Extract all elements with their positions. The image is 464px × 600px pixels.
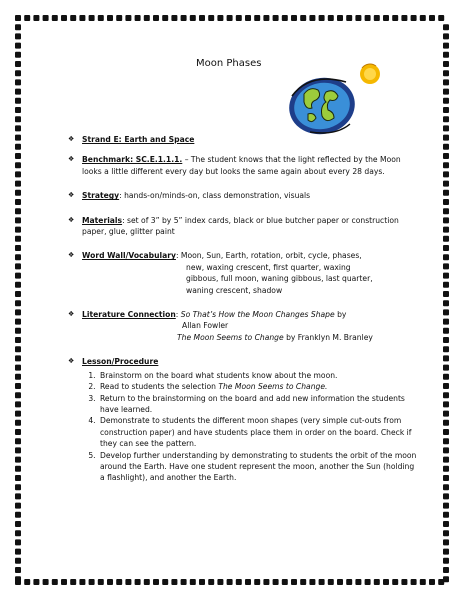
materials-item [68, 215, 420, 238]
literature-item [68, 309, 420, 343]
strategy-item [68, 190, 420, 201]
strategy-text: : hands-on/minds-on, class demonstration, visuals [119, 191, 311, 201]
step2-text: Read to students the selection [100, 382, 219, 392]
strategy-label: Strategy [82, 191, 120, 201]
wordwall-label: Word Wall/Vocabulary [82, 251, 176, 261]
materials-text: : set of 3” by 5” index cards, black or blue butcher paper or construction paper, glue, glitter paint [82, 215, 399, 237]
procedure-step-1: 1. Brainstorm on the board what students know about the moon. [98, 370, 420, 381]
literature-sep: : [175, 310, 181, 320]
diamond-bullet-icon: ❖ [68, 155, 75, 164]
wordwall-line1: : Moon, Sun, Earth, rotation, orbit, cycle, phases, [175, 251, 362, 261]
diamond-bullet-icon: ❖ [68, 310, 75, 319]
benchmark-label: Benchmark: SC.E.1.1.1. [82, 155, 183, 165]
diamond-bullet-icon: ❖ [68, 191, 75, 200]
procedure-step-4: 4. Demonstrate to students the different moon shapes (very simple cut-outs from construction paper) and have students place them in order on the board. Check if they can see the pattern. [98, 415, 420, 449]
book2-line [82, 332, 420, 343]
materials-label: Materials [82, 215, 123, 225]
book1-author: Allan Fowler [182, 321, 229, 331]
diamond-bullet-icon: ❖ [68, 135, 75, 143]
step2-book-title: The Moon Seems to Change. [218, 382, 328, 392]
procedure-step-5: 5. Develop further understanding by demonstrating to students the orbit of the moon around the Earth. Have one student represent the moon, another the Sun (holding a flashlight), and another the Earth. [98, 450, 420, 484]
diamond-bullet-icon: ❖ [68, 215, 75, 224]
book2-title: The Moon Seems to Change [177, 332, 284, 342]
book1-title: So That’s How the Moon Changes Shape [180, 310, 335, 320]
literature-label: Literature Connection [82, 310, 176, 320]
benchmark-item [68, 154, 420, 177]
wordwall-line4: waning crescent, shadow [186, 285, 283, 295]
book2-by: by Franklyn M. Branley [283, 332, 373, 342]
earth-moon-illustration [276, 58, 386, 138]
lesson-label: Lesson/Procedure [82, 357, 159, 367]
wordwall-line2: new, waxing crescent, first quarter, waxing [186, 262, 351, 272]
strand-label: Strand E: Earth and Space [82, 135, 195, 144]
benchmark-text: – The student knows that the light reflected by the Moon looks a little different every day but looks the same again about every 28 days. [82, 155, 401, 176]
procedure-step-3: 3. Return to the brainstorming on the board and add new information the students have learned. [98, 393, 420, 416]
procedure-step-2 [98, 381, 420, 392]
diamond-bullet-icon: ❖ [68, 357, 75, 366]
diamond-bullet-icon: ❖ [68, 251, 75, 260]
lesson-item [68, 356, 420, 483]
page-title: Moon Phases [196, 58, 262, 69]
lesson-plan-body [68, 134, 420, 497]
book1-by: by [334, 310, 347, 320]
wordwall-item [68, 250, 420, 296]
procedure-list [82, 370, 420, 484]
strand-item [68, 134, 420, 145]
wordwall-line3: gibbous, full moon, waning gibbous, last quarter, [186, 274, 373, 284]
